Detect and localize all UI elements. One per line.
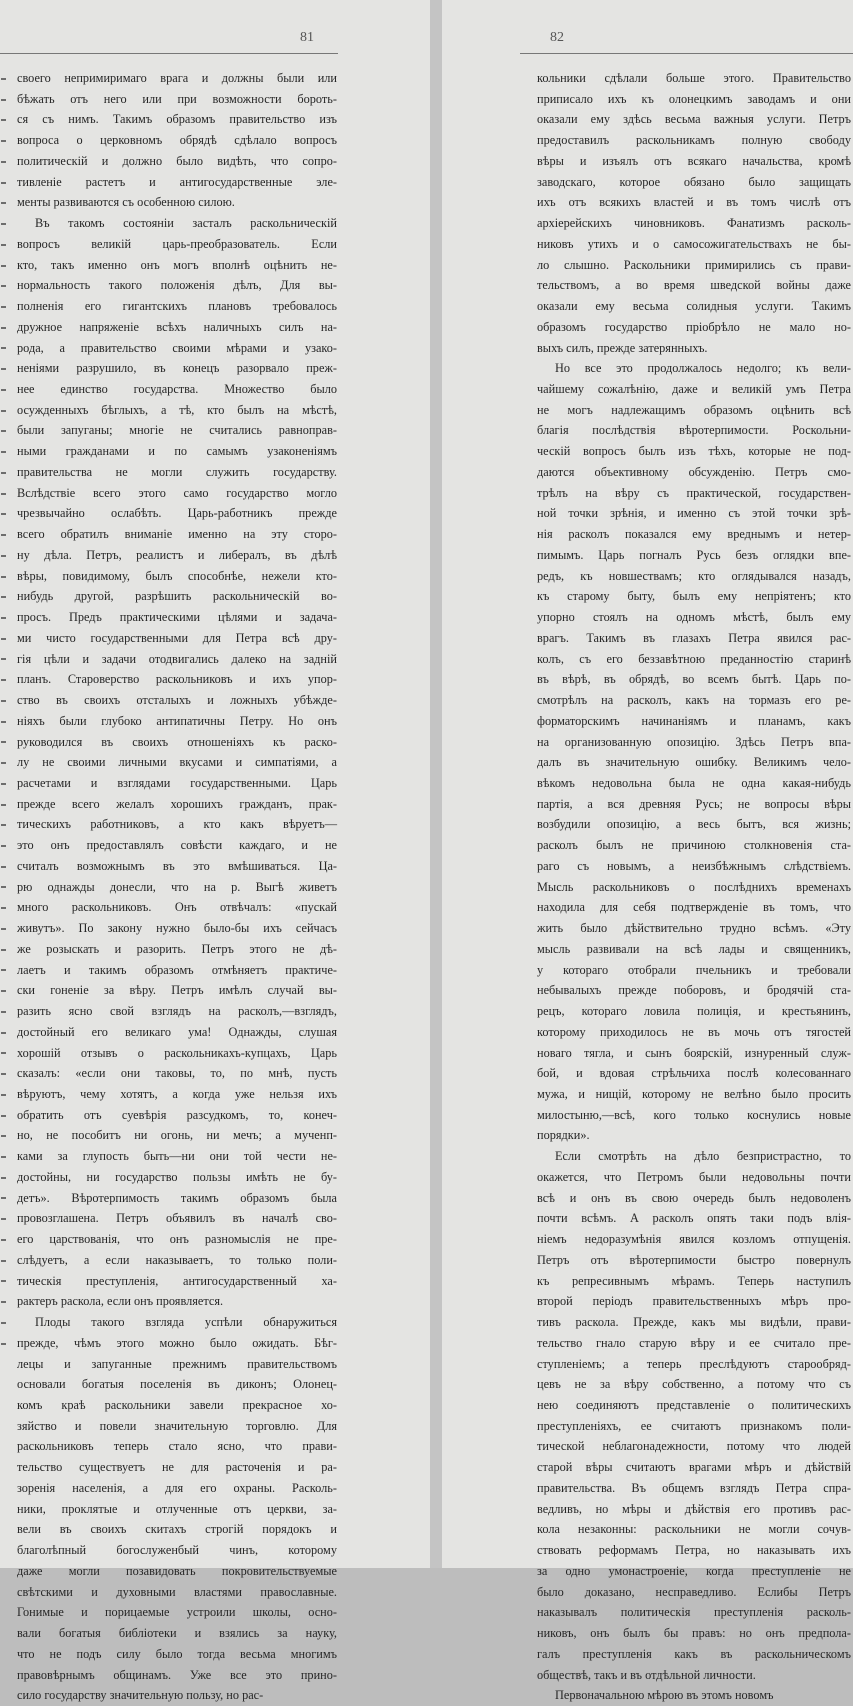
text-line: политическій и должно было видѣть, что сопро- [17, 153, 337, 168]
edge-mark [1, 576, 6, 578]
text-line: второй періодъ правительственныхъ мѣръ про- [537, 1294, 851, 1309]
edge-mark [1, 1115, 6, 1117]
text-line: на организованную опозицію. Здѣсь Петръ впа- [537, 734, 851, 749]
text-line: ведливъ, но мѣры и дѣйствія его противъ рас- [537, 1501, 851, 1516]
text-line: заводскаго, которое обязано было защищать [537, 174, 851, 189]
text-line: раскольниковъ теперь стало ясно, что прави- [17, 1439, 337, 1454]
edge-mark [1, 119, 6, 121]
text-line: смотрѣлъ на расколъ, какъ на тормазъ его ре- [537, 693, 851, 708]
text-line: вопросъ великій царь-преобразователь. Если [17, 236, 337, 251]
text-line: раго съ новымъ, а неизбѣжнымъ слѣдствіемъ. [537, 858, 851, 873]
text-line: никовъ, онъ былъ бы правъ: но онъ предпола- [537, 1626, 851, 1641]
text-line: Если смотрѣть на дѣло безпристрастно, то [555, 1149, 851, 1164]
text-line: образомъ государство пріобрѣло не мало но- [537, 319, 851, 334]
edge-mark [1, 845, 6, 847]
text-line: ски гоненіе за вѣру. Петръ имѣлъ случай вы- [17, 983, 337, 998]
edge-mark [1, 1218, 6, 1220]
edge-mark [1, 783, 6, 785]
text-line: хорошій отзывъ о раскольникахъ-купцахъ, Царь [17, 1045, 337, 1060]
text-line: жить было дѣйствительно трудно всѣмъ. «Эту [537, 921, 851, 936]
edge-mark [1, 969, 6, 971]
edge-mark [1, 555, 6, 557]
paragraph [537, 68, 851, 358]
text-line: оказали ему весьма солидныя услуги. Такимъ [537, 299, 851, 314]
edge-mark [1, 990, 6, 992]
edge-mark [1, 182, 6, 184]
text-line: къ старому быту, былъ ему непріятенъ; кто [537, 589, 851, 604]
text-line: дружное напряженіе всѣхъ наличныхъ силъ на- [17, 319, 337, 334]
edge-mark [1, 327, 6, 329]
text-line: милостыню,—всѣ, кого только коснулись новые [537, 1107, 851, 1122]
text-line: Петръ отъ вѣротерпимости быстро повернулъ [537, 1252, 851, 1267]
edge-mark [1, 1094, 6, 1096]
text-line: приписало ихъ къ олонецкимъ заводамъ и они [537, 91, 851, 106]
text-line: ся съ нимъ. Такимъ образомъ правительство изъ [17, 112, 337, 127]
text-line: провозглашена. Петръ объявилъ въ началѣ сво- [17, 1211, 337, 1226]
text-line: редъ, къ новшествамъ; кто оглядывался назадъ, [537, 568, 851, 583]
paragraph [537, 1146, 851, 1685]
text-line: кто, такъ именно онъ могъ вполнѣ оцѣнить не- [17, 257, 337, 272]
text-line: руководился въ своихъ отношеніяхъ къ раско- [17, 734, 337, 749]
text-line: вѣры, повидимому, былъ способнѣе, нежели кто- [17, 568, 337, 583]
text-line: вели въ своихъ скитахъ строгій порядокъ и [17, 1522, 337, 1537]
edge-mark [1, 721, 6, 723]
paragraph [17, 1312, 337, 1706]
text-line: вѣруютъ, чему хотятъ, а когда уже нельзя ихъ [17, 1086, 337, 1101]
text-line: Но все это продолжалось недолго; къ вели- [555, 361, 851, 376]
text-line: колъ, съ его беззавѣтною преданностію старинѣ [537, 651, 851, 666]
text-line: предоставилъ раскольникамъ полную свободу [537, 133, 851, 148]
edge-mark [1, 824, 6, 826]
text-line: неніями разрушило, въ конецъ разорвало преж- [17, 361, 337, 376]
edge-mark [1, 306, 6, 308]
text-line: всего обратилъ вниманіе именно на эту сторо- [17, 527, 337, 542]
text-line: кольники сдѣлали больше этого. Правительство [537, 71, 851, 85]
text-line: у котораго отобрали пчельникъ и требовали [537, 962, 851, 977]
text-line: много раскольниковъ. Онъ отвѣчалъ: «пускай [17, 900, 337, 915]
edge-mark [1, 472, 6, 474]
paragraph [537, 1685, 851, 1706]
text-line: ники, проклятые и отлученные отъ церкви, за- [17, 1501, 337, 1516]
text-line: выхъ силъ, прежде затерянныхъ. [537, 340, 708, 355]
text-line: ло слышно. Раскольники примирились съ прави- [537, 257, 851, 272]
text-line: планъ. Староверство раскольниковъ и ихъ упор- [17, 672, 337, 687]
edge-mark [1, 638, 6, 640]
text-line: врагъ. Такимъ въ глазахъ Петра явился рас- [537, 630, 851, 645]
edge-mark [1, 658, 6, 660]
text-line: Гонимые и порицаемые устроили школы, осно- [17, 1605, 337, 1620]
edge-mark [1, 244, 6, 246]
text-line: осужденныхъ бѣглыхъ, а тѣ, кто былъ на мѣстѣ, [17, 402, 337, 417]
text-line: расколъ былъ не причиною столкновенія ста- [537, 838, 851, 853]
text-line: всѣ и онъ въ свою очередь былъ недоволенъ [537, 1190, 851, 1205]
edge-mark [1, 741, 6, 743]
text-line: Вслѣдствіе всего этого само государство могло [17, 485, 337, 500]
text-line: благолѣпный богослуженбый чинъ, которому [17, 1543, 337, 1558]
text-line: ство въ своихъ отсталыхъ и ложныхъ убѣжде- [17, 693, 337, 708]
text-line: лецы и запуганные прежнимъ правительствомъ [17, 1356, 337, 1371]
text-line: ступленіемъ; а теперь преслѣдуютъ старообряд- [537, 1356, 851, 1371]
text-line: разить ясно свой взглядъ на расколъ,—взглядъ, [17, 1004, 337, 1019]
text-line: обратить отъ суевѣрія разсудкомъ, то, конеч- [17, 1107, 337, 1122]
edge-mark [1, 161, 6, 163]
text-line: это онъ предоставлялъ совѣсти каждаго, и не [17, 838, 337, 853]
edge-mark [1, 1322, 6, 1324]
text-line: далъ въ значительную ошибку. Великимъ чело- [537, 755, 851, 770]
text-line: были запуганы; многіе не считались равноправ- [17, 423, 337, 438]
text-line: нія расколъ показался ему вреднымъ и нетер- [537, 527, 851, 542]
text-line: рю однажды донесли, что на р. Выгѣ живетъ [17, 879, 337, 894]
text-line: ми чисто государственными для Петра всѣ дру- [17, 630, 337, 645]
text-line: свѣтскими и духовными властями православные. [17, 1584, 337, 1599]
text-line: правительства не могли служить государству. [17, 464, 337, 479]
edge-mark [1, 1260, 6, 1262]
edge-mark [1, 223, 6, 225]
edge-mark [1, 285, 6, 287]
text-line: ной точки зрѣнія, и именно съ этой точки зрѣ- [537, 506, 851, 521]
page-number: 82 [550, 30, 564, 45]
text-line: возбудили опозицію, а весь бытъ, вся жизнь; [537, 817, 851, 832]
text-line: же розыскать и разорить. Петръ этого не дѣ- [17, 941, 337, 956]
text-line: достойный его великаго ума! Однажды, слушая [17, 1024, 337, 1039]
text-line: нибудь другой, разрѣшить раскольническій во- [17, 589, 337, 604]
text-line: менты развиваются съ особенною силою. [17, 195, 235, 210]
text-line: Плоды такого взгляда успѣли обнаружиться [35, 1315, 337, 1330]
text-line: преступленіяхъ, ее считаютъ признакомъ поли- [537, 1418, 851, 1433]
edge-mark [1, 1073, 6, 1075]
text-line: ками за глупость быть—ни они той чести не- [17, 1149, 337, 1164]
text-line: тельствомъ, а во время шведской войны даже [537, 278, 851, 293]
edge-mark [1, 762, 6, 764]
text-line: просъ. Предъ практическими цѣлями и задача- [17, 610, 337, 625]
text-line: кола незаконны: раскольники не могли сочув- [537, 1522, 851, 1537]
text-column [537, 68, 851, 1706]
text-line: небывалыхъ прежде поборовъ, и бродячій ста- [537, 983, 851, 998]
text-line: вѣкомъ недовольна была не одна какая-нибудь [537, 775, 851, 790]
text-line: за одно умонастроеніе, когда преступленіе не [537, 1563, 851, 1578]
text-line: не могъ надлежащимъ образомъ оцѣнить всѣ [537, 402, 851, 417]
text-line: цевъ не за вѣру собственно, а потому что съ [537, 1377, 851, 1392]
edge-mark [1, 451, 6, 453]
text-line: ніемъ недоразумѣнія явился козломъ отпущенія. [537, 1232, 851, 1247]
text-line: чрезвычайно ослабѣть. Царь-работникъ прежде [17, 506, 337, 521]
text-line: ствовать реформамъ Петра, но наказывать ихъ [537, 1543, 851, 1558]
text-line: оказали ему здѣсь весьма важныя услуги. Петръ [537, 112, 851, 127]
text-line: никовъ утихъ и о самосожигательствахъ не бы- [537, 236, 851, 251]
text-line: Въ такомъ состояніи засталъ раскольническій [35, 216, 337, 231]
edge-mark [1, 1301, 6, 1303]
text-line: слѣдуетъ, а если наказываетъ, то только поли- [17, 1252, 337, 1267]
text-line: лу не своими личными вкусами и симпатіями, а [17, 755, 337, 770]
text-line: архіерейскихъ чиновниковъ. Фанатизмъ расколь- [537, 216, 851, 231]
text-line: тическія преступленія, антигосударственный ха- [17, 1273, 337, 1288]
text-line: живутъ». По закону нужно было-бы ихъ сейчасъ [17, 921, 337, 936]
text-line: прежде всего желалъ хорошихъ гражданъ, прак- [17, 796, 337, 811]
edge-mark [1, 1052, 6, 1054]
edge-mark [1, 866, 6, 868]
text-line: нормальность такого положенія дѣлъ, Для вы- [17, 278, 337, 293]
edge-mark [1, 1011, 6, 1013]
text-line: упорно стоялъ на одномъ мѣстѣ, былъ ему [537, 610, 851, 625]
edge-mark [1, 804, 6, 806]
text-line: старой вѣры считаютъ врагами мѣръ и дѣйствій [537, 1460, 851, 1475]
text-line: почти всѣмъ. А расколъ опять таки подъ влія- [537, 1211, 851, 1226]
edge-mark [1, 1343, 6, 1345]
edge-mark [1, 617, 6, 619]
edge-mark [1, 140, 6, 142]
text-line: тельство гнало старую вѣру и ее считало пре- [537, 1335, 851, 1350]
text-line: галъ преступленія какъ въ раскольническомъ [537, 1646, 851, 1661]
text-line: Первоначальною мѣрою въ этомъ новомъ [555, 1688, 774, 1703]
text-line: детъ». Вѣротерпимость такимъ образомъ была [17, 1190, 337, 1205]
edge-mark [1, 265, 6, 267]
text-line: своего непримиримаго врага и должны были или [17, 71, 337, 85]
edge-mark [1, 700, 6, 702]
edge-mark [1, 1135, 6, 1137]
text-line: полненія его гигантскихъ плановъ требовалось [17, 299, 337, 314]
edge-mark [1, 1177, 6, 1179]
text-line: порядки». [537, 1128, 590, 1143]
text-line: что не подъ силу было тогда весьма многимъ [17, 1646, 337, 1661]
edge-mark [1, 347, 6, 349]
text-line: новаго тягла, и сынъ боярскій, изнуренный служ- [537, 1045, 851, 1060]
edge-mark [1, 1239, 6, 1241]
text-line: основали богатыя поселенія въ диконъ; Олонец- [17, 1377, 337, 1392]
text-line: нею соединяютъ представленіе о политическихъ [537, 1398, 851, 1412]
text-line: прежде, чѣмъ этого можно было ожидать. Бѣг- [17, 1335, 337, 1350]
header-rule [520, 53, 853, 54]
text-line: партія, а вся древняя Русь; не вопросы вѣры [537, 796, 851, 811]
text-line: вѣры и изъялъ отъ всякаго начальства, кромѣ [537, 153, 851, 168]
text-line: тическихъ работниковъ, а кто какъ вѣруетъ— [17, 817, 337, 832]
text-line: расчетами и взглядами государственными. Царь [17, 775, 337, 790]
edge-mark [1, 493, 6, 495]
edge-mark [1, 596, 6, 598]
text-line: считалъ возможнымъ въ это вмѣшиваться. Ца- [17, 858, 337, 873]
text-line: бѣжать отъ него или при возможности бороть- [17, 91, 337, 106]
text-line: рактеръ раскола, если онъ проявляется. [17, 1294, 224, 1309]
edge-mark [1, 1032, 6, 1034]
paragraph [537, 358, 851, 1146]
text-line: зоренія населенія, а для его охраны. Расколь- [17, 1480, 337, 1495]
text-line: мысль развивали на всѣ лады и священникъ, [537, 941, 851, 956]
edge-mark [1, 78, 6, 80]
text-line: форматорскимъ начинаніямъ и планамъ, какъ [537, 713, 851, 728]
text-line: правовѣрнымъ общинамъ. Уже все это прино- [17, 1667, 337, 1682]
text-line: сило государству значительную пользу, но рас- [17, 1688, 264, 1703]
text-line: ну дѣла. Петръ, реалистъ и либералъ, въ дѣлѣ [17, 547, 337, 562]
text-line: которому приходилось не въ мочь отъ тягостей [537, 1024, 851, 1039]
text-column [17, 68, 337, 1706]
edge-mark [1, 907, 6, 909]
text-line: въ вѣрѣ, въ обрядѣ, во всемъ бытѣ. Царь по- [537, 672, 851, 687]
edge-mark [1, 1197, 6, 1199]
text-line: его царствованія, что онъ разномыслія не пре- [17, 1232, 337, 1247]
page-number: 81 [300, 30, 314, 45]
text-line: къ репресивнымъ мѣрамъ. Теперь наступилъ [537, 1273, 851, 1288]
text-line: зяйство и повели значительную торговлю. Для [17, 1418, 337, 1433]
edge-mark [1, 928, 6, 930]
text-line: вали богатыя библіотеки и взялись за науку, [17, 1626, 337, 1641]
text-line: было доказано, несправедливо. Еслибы Петръ [537, 1584, 851, 1599]
text-line: ихъ отъ всякихъ властей и въ томъ числѣ отъ [537, 195, 851, 210]
edge-mark [1, 430, 6, 432]
text-line: мужа, и нищій, которому не велѣно было просить [537, 1086, 851, 1101]
text-line: нее единство государства. Множество было [17, 382, 337, 397]
edge-mark [1, 949, 6, 951]
book-gutter [430, 0, 442, 1568]
text-line: наказывалъ политическія преступленія расколь- [537, 1605, 851, 1620]
text-line: чайшему сожалѣнію, даже и великій умъ Петра [537, 382, 851, 397]
text-line: даются объективному обсужденію. Петръ смо- [537, 464, 851, 479]
edge-mark [1, 513, 6, 515]
text-line: гія цѣли и задачи отодвигались далеко на задній [17, 651, 337, 666]
text-line: сказалъ: «если они таковы, то, по мнѣ, пусть [17, 1066, 337, 1081]
text-line: пимымъ. Царь погналъ Русь безъ оглядки впе- [537, 547, 851, 562]
text-line: окажется, что Петромъ были недовольны почти [537, 1169, 851, 1184]
paragraph [17, 213, 337, 1312]
text-line: комъ краѣ раскольники завели прекрасное хо- [17, 1398, 337, 1412]
edge-mark [1, 410, 6, 412]
text-line: рецъ, котораго ловила полиція, и крестьянинъ, [537, 1004, 851, 1019]
edge-mark [1, 368, 6, 370]
text-line: но, не пособитъ ни огонь, ни мечъ; а мученп- [17, 1128, 337, 1143]
text-line: правительства. Въ общемъ взглядъ Петра спра- [537, 1480, 851, 1495]
text-line: ными гражданами и по самымъ узаконеніямъ [17, 444, 337, 459]
edge-mark [1, 1156, 6, 1158]
edge-mark [1, 202, 6, 204]
edge-mark [1, 99, 6, 101]
paragraph [17, 68, 337, 213]
edge-mark [1, 679, 6, 681]
text-line: тивленіе растетъ и антигосударственные эле- [17, 174, 337, 189]
edge-mark [1, 1280, 6, 1282]
text-line: лаетъ и такимъ образомъ отмѣняетъ практиче- [17, 962, 337, 977]
edge-mark [1, 534, 6, 536]
text-line: находила для себя подтвержденіе въ томъ, что [537, 900, 851, 915]
text-line: тической неблагонадежности, потому что людей [537, 1439, 851, 1454]
text-line: ческій вопросъ былъ изъ тѣхъ, которые не под- [537, 444, 851, 459]
header-rule [0, 53, 338, 54]
text-line: вопроса о церковномъ обрядѣ сдѣлало вопросъ [17, 133, 337, 148]
right-page [442, 0, 853, 1703]
text-line: обществѣ, такъ и въ отдѣльной личности. [537, 1667, 756, 1682]
text-line: Мысль раскольниковъ о послѣднихъ временахъ [537, 879, 851, 894]
text-line: достойны, ни государство пользы имѣть не бу- [17, 1169, 337, 1184]
text-line: ніяхъ были глубоко антипатичны Петру. Но онъ [17, 713, 337, 728]
edge-mark [1, 389, 6, 391]
text-line: тивъ раскола. Прежде, какъ мы видѣли, прави- [537, 1315, 851, 1330]
text-line: благія послѣдствія вѣротерпимости. Роскольни- [537, 423, 851, 438]
text-line: даже могли позавидовать покровительствуемые [17, 1563, 337, 1578]
text-line: тельство существуетъ не для расточенія и ра- [17, 1460, 337, 1475]
text-line: трѣлъ на вѣру съ практической, государствен- [537, 485, 851, 500]
text-line: рода, а правительство своими мѣрами и узако- [17, 340, 337, 355]
text-line: бой, и вдовая стрѣльчиха послѣ колесованнаго [537, 1066, 851, 1081]
edge-mark [1, 886, 6, 888]
